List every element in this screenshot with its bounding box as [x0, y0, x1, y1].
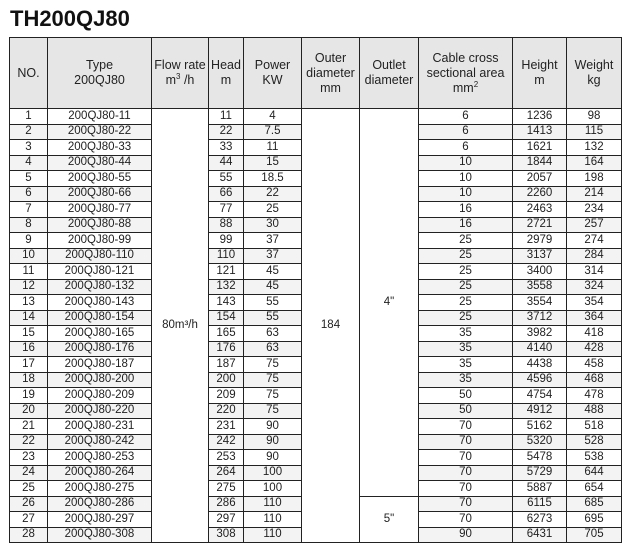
- cell-power: 100: [244, 481, 302, 497]
- cell-type: 200QJ80-253: [48, 450, 152, 466]
- cell-cable-area: 50: [419, 388, 513, 404]
- cell-type: 200QJ80-187: [48, 357, 152, 373]
- cell-weight: 354: [567, 295, 622, 311]
- cell-cable-area: 70: [419, 512, 513, 528]
- cell-height: 6115: [513, 496, 567, 512]
- cell-weight: 364: [567, 310, 622, 326]
- cell-type: 200QJ80-77: [48, 202, 152, 218]
- cell-weight: 98: [567, 109, 622, 125]
- cell-cable-area: 35: [419, 326, 513, 342]
- cell-no: 6: [10, 186, 48, 202]
- cell-type: 200QJ80-200: [48, 372, 152, 388]
- cell-power: 30: [244, 217, 302, 233]
- cell-power: 55: [244, 310, 302, 326]
- cell-no: 28: [10, 527, 48, 543]
- cell-weight: 538: [567, 450, 622, 466]
- cell-head: 220: [209, 403, 244, 419]
- cell-no: 5: [10, 171, 48, 187]
- cell-head: 55: [209, 171, 244, 187]
- cell-type: 200QJ80-165: [48, 326, 152, 342]
- cell-cable-area: 6: [419, 109, 513, 125]
- cell-power: 90: [244, 450, 302, 466]
- cell-no: 4: [10, 155, 48, 171]
- header-outer-diameter: Outer diameter mm: [302, 38, 360, 109]
- cell-power: 11: [244, 140, 302, 156]
- cell-no: 9: [10, 233, 48, 249]
- cell-type: 200QJ80-99: [48, 233, 152, 249]
- cell-cable-area: 25: [419, 295, 513, 311]
- cell-no: 25: [10, 481, 48, 497]
- cell-cable-area: 35: [419, 357, 513, 373]
- header-power: Power KW: [244, 38, 302, 109]
- cell-cable-area: 35: [419, 341, 513, 357]
- cell-type: 200QJ80-88: [48, 217, 152, 233]
- cell-no: 17: [10, 357, 48, 373]
- cell-no: 10: [10, 248, 48, 264]
- header-height: Height m: [513, 38, 567, 109]
- cell-type: 200QJ80-154: [48, 310, 152, 326]
- cell-height: 1621: [513, 140, 567, 156]
- cell-height: 5162: [513, 419, 567, 435]
- cell-power: 90: [244, 419, 302, 435]
- cell-type: 200QJ80-121: [48, 264, 152, 280]
- cell-cable-area: 25: [419, 248, 513, 264]
- cell-type: 200QJ80-264: [48, 465, 152, 481]
- cell-head: 99: [209, 233, 244, 249]
- cell-type: 200QJ80-11: [48, 109, 152, 125]
- cell-cable-area: 25: [419, 264, 513, 280]
- cell-cable-area: 6: [419, 140, 513, 156]
- cell-head: 242: [209, 434, 244, 450]
- cell-power: 22: [244, 186, 302, 202]
- cell-no: 7: [10, 202, 48, 218]
- cell-head: 165: [209, 326, 244, 342]
- cell-height: 1236: [513, 109, 567, 125]
- cell-no: 27: [10, 512, 48, 528]
- cell-head: 231: [209, 419, 244, 435]
- cell-height: 6431: [513, 527, 567, 543]
- cell-weight: 314: [567, 264, 622, 280]
- cell-no: 26: [10, 496, 48, 512]
- cell-head: 187: [209, 357, 244, 373]
- cell-cable-area: 70: [419, 434, 513, 450]
- cell-no: 1: [10, 109, 48, 125]
- cell-weight: 115: [567, 124, 622, 140]
- cell-cable-area: 6: [419, 124, 513, 140]
- cell-type: 200QJ80-55: [48, 171, 152, 187]
- cell-cable-area: 70: [419, 465, 513, 481]
- cell-no: 19: [10, 388, 48, 404]
- header-row: [10, 38, 622, 109]
- cell-weight: 132: [567, 140, 622, 156]
- cell-height: 6273: [513, 512, 567, 528]
- cell-head: 11: [209, 109, 244, 125]
- header-weight: Weight kg: [567, 38, 622, 109]
- cell-head: 275: [209, 481, 244, 497]
- header-cable-area: Cable cross sectional area $mm^2$: [419, 38, 513, 109]
- cell-type: 200QJ80-33: [48, 140, 152, 156]
- cell-cable-area: 10: [419, 171, 513, 187]
- cell-type: 200QJ80-297: [48, 512, 152, 528]
- header-head: Head m: [209, 38, 244, 109]
- cell-height: 5478: [513, 450, 567, 466]
- cell-power: 4: [244, 109, 302, 125]
- cell-power: 37: [244, 233, 302, 249]
- cell-cable-area: 10: [419, 186, 513, 202]
- cell-type: 200QJ80-242: [48, 434, 152, 450]
- cell-height: 4140: [513, 341, 567, 357]
- cell-no: 13: [10, 295, 48, 311]
- cell-type: 200QJ80-132: [48, 279, 152, 295]
- cell-type: 200QJ80-66: [48, 186, 152, 202]
- cell-weight: 428: [567, 341, 622, 357]
- cell-weight: 644: [567, 465, 622, 481]
- header-no: NO.: [10, 38, 48, 109]
- cell-power: 63: [244, 326, 302, 342]
- cell-no: 11: [10, 264, 48, 280]
- cell-head: 88: [209, 217, 244, 233]
- cell-power: 110: [244, 496, 302, 512]
- cell-power: 75: [244, 357, 302, 373]
- cell-power: 75: [244, 372, 302, 388]
- cell-height: 1844: [513, 155, 567, 171]
- cell-height: 3982: [513, 326, 567, 342]
- cell-head: 297: [209, 512, 244, 528]
- header-outlet-diameter: Outlet diameter: [360, 38, 419, 109]
- cell-height: 4754: [513, 388, 567, 404]
- cell-no: 16: [10, 341, 48, 357]
- cell-type: 200QJ80-44: [48, 155, 152, 171]
- cell-weight: 654: [567, 481, 622, 497]
- cell-height: 5729: [513, 465, 567, 481]
- cell-power: 63: [244, 341, 302, 357]
- cell-cable-area: 10: [419, 155, 513, 171]
- cell-power: 15: [244, 155, 302, 171]
- cell-outer-diameter: 184: [302, 109, 360, 543]
- cell-type: 200QJ80-22: [48, 124, 152, 140]
- cell-head: 176: [209, 341, 244, 357]
- cell-no: 2: [10, 124, 48, 140]
- cell-height: 3554: [513, 295, 567, 311]
- cell-type: 200QJ80-176: [48, 341, 152, 357]
- cell-height: 4912: [513, 403, 567, 419]
- cell-cable-area: 35: [419, 372, 513, 388]
- cell-weight: 234: [567, 202, 622, 218]
- cell-head: 200: [209, 372, 244, 388]
- cell-cable-area: 25: [419, 310, 513, 326]
- cell-head: 110: [209, 248, 244, 264]
- cell-no: 14: [10, 310, 48, 326]
- cell-no: 22: [10, 434, 48, 450]
- cell-head: 44: [209, 155, 244, 171]
- cell-head: 253: [209, 450, 244, 466]
- cell-height: 3400: [513, 264, 567, 280]
- cell-no: 8: [10, 217, 48, 233]
- cell-weight: 284: [567, 248, 622, 264]
- cell-head: 154: [209, 310, 244, 326]
- cell-head: 132: [209, 279, 244, 295]
- cell-head: 33: [209, 140, 244, 156]
- cell-cable-area: 70: [419, 496, 513, 512]
- cell-head: 143: [209, 295, 244, 311]
- cell-power: 75: [244, 388, 302, 404]
- cell-height: 4438: [513, 357, 567, 373]
- cell-height: 4596: [513, 372, 567, 388]
- cell-flow-rate: 80m³/h: [152, 109, 209, 543]
- cell-power: 7.5: [244, 124, 302, 140]
- cell-height: 5320: [513, 434, 567, 450]
- header-flow-rate: Flow rate $m^3$ /h: [152, 38, 209, 109]
- cell-head: 121: [209, 264, 244, 280]
- cell-no: 23: [10, 450, 48, 466]
- cell-cable-area: 70: [419, 419, 513, 435]
- cell-weight: 488: [567, 403, 622, 419]
- cell-height: 2260: [513, 186, 567, 202]
- cell-type: 200QJ80-231: [48, 419, 152, 435]
- cell-height: 3712: [513, 310, 567, 326]
- cell-head: 286: [209, 496, 244, 512]
- cell-no: 15: [10, 326, 48, 342]
- cell-type: 200QJ80-308: [48, 527, 152, 543]
- cell-weight: 214: [567, 186, 622, 202]
- cell-power: 90: [244, 434, 302, 450]
- header-type: Type 200QJ80: [48, 38, 152, 109]
- cell-cable-area: 90: [419, 527, 513, 543]
- cell-type: 200QJ80-110: [48, 248, 152, 264]
- cell-power: 110: [244, 512, 302, 528]
- cell-weight: 274: [567, 233, 622, 249]
- cell-no: 3: [10, 140, 48, 156]
- cell-no: 21: [10, 419, 48, 435]
- cell-weight: 695: [567, 512, 622, 528]
- cell-weight: 257: [567, 217, 622, 233]
- cell-weight: 418: [567, 326, 622, 342]
- cell-cable-area: 70: [419, 481, 513, 497]
- cell-height: 1413: [513, 124, 567, 140]
- cell-weight: 458: [567, 357, 622, 373]
- spec-table: [9, 37, 622, 543]
- cell-no: 24: [10, 465, 48, 481]
- page-title: TH200QJ80: [10, 6, 130, 31]
- cell-type: 200QJ80-275: [48, 481, 152, 497]
- cell-outlet-diameter-upper: 4": [360, 109, 419, 497]
- cell-cable-area: 25: [419, 233, 513, 249]
- cell-height: 2979: [513, 233, 567, 249]
- cell-power: 100: [244, 465, 302, 481]
- cell-no: 20: [10, 403, 48, 419]
- cell-weight: 518: [567, 419, 622, 435]
- cell-height: 3558: [513, 279, 567, 295]
- cell-cable-area: 70: [419, 450, 513, 466]
- cell-head: 264: [209, 465, 244, 481]
- cell-type: 200QJ80-143: [48, 295, 152, 311]
- cell-power: 45: [244, 279, 302, 295]
- cell-type: 200QJ80-209: [48, 388, 152, 404]
- cell-power: 37: [244, 248, 302, 264]
- cell-weight: 478: [567, 388, 622, 404]
- cell-weight: 324: [567, 279, 622, 295]
- cell-height: 3137: [513, 248, 567, 264]
- cell-weight: 164: [567, 155, 622, 171]
- cell-cable-area: 16: [419, 202, 513, 218]
- cell-height: 2463: [513, 202, 567, 218]
- cell-head: 66: [209, 186, 244, 202]
- cell-head: 77: [209, 202, 244, 218]
- cell-power: 110: [244, 527, 302, 543]
- cell-cable-area: 16: [419, 217, 513, 233]
- cell-head: 209: [209, 388, 244, 404]
- cell-power: 45: [244, 264, 302, 280]
- cell-no: 12: [10, 279, 48, 295]
- cell-head: 308: [209, 527, 244, 543]
- cell-no: 18: [10, 372, 48, 388]
- table-row: [10, 109, 622, 125]
- cell-weight: 468: [567, 372, 622, 388]
- cell-power: 25: [244, 202, 302, 218]
- cell-weight: 198: [567, 171, 622, 187]
- cell-power: 75: [244, 403, 302, 419]
- cell-height: 5887: [513, 481, 567, 497]
- cell-height: 2057: [513, 171, 567, 187]
- cell-power: 55: [244, 295, 302, 311]
- cell-cable-area: 50: [419, 403, 513, 419]
- cell-weight: 705: [567, 527, 622, 543]
- cell-cable-area: 25: [419, 279, 513, 295]
- cell-height: 2721: [513, 217, 567, 233]
- cell-outlet-diameter-lower: 5": [360, 496, 419, 543]
- cell-weight: 528: [567, 434, 622, 450]
- cell-type: 200QJ80-220: [48, 403, 152, 419]
- cell-type: 200QJ80-286: [48, 496, 152, 512]
- cell-head: 22: [209, 124, 244, 140]
- cell-weight: 685: [567, 496, 622, 512]
- cell-power: 18.5: [244, 171, 302, 187]
